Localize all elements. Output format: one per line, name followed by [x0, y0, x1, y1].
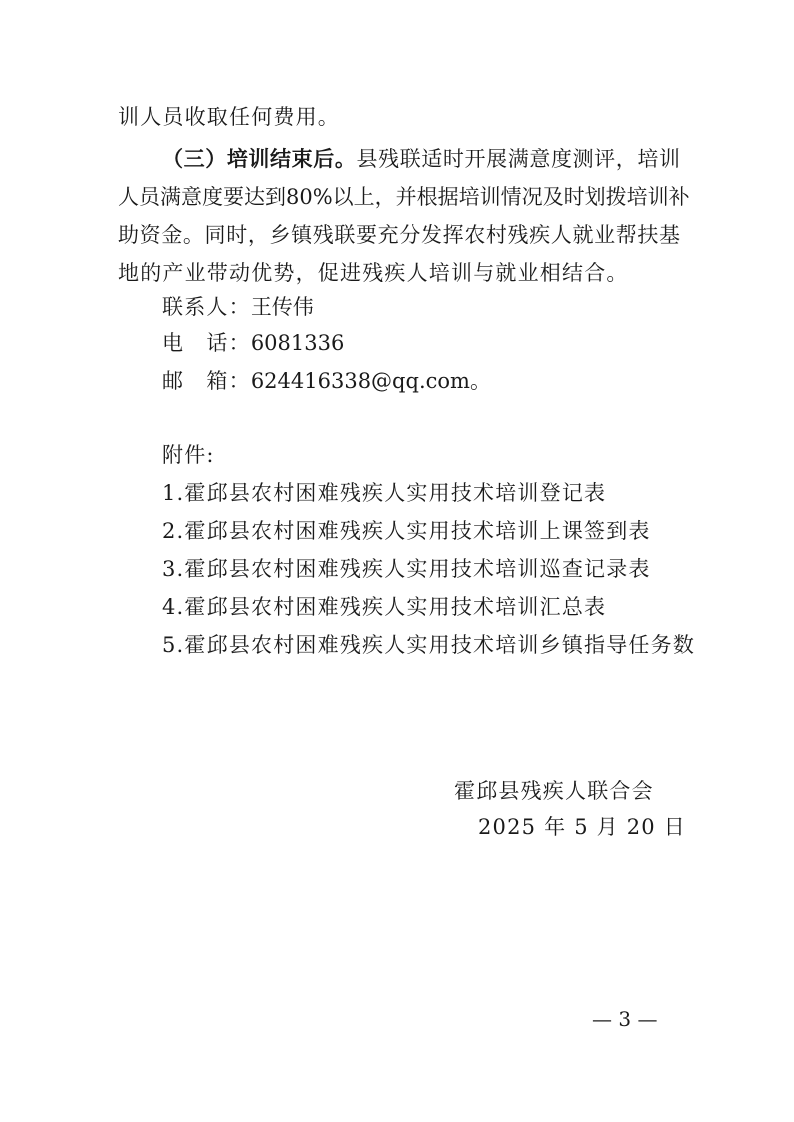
section3-line-4: 地的产业带动优势，促进残疾人培训与就业相结合。: [118, 261, 629, 285]
contact-email-label: 邮 箱：: [162, 369, 251, 393]
section3-line-3: 助资金。同时，乡镇残联要充分发挥农村残疾人就业帮扶基: [118, 223, 680, 247]
contact-email-value: 624416338@qq.com。: [250, 369, 491, 393]
page-number: — 3 —: [592, 1007, 658, 1031]
section3-heading: （三）培训结束后。: [162, 147, 357, 171]
attachment-item-2: 2.霍邱县农村困难残疾人实用技术培训上课签到表: [162, 519, 651, 543]
contact-person-row: [162, 292, 314, 322]
signature-org: 霍邱县残疾人联合会: [454, 779, 654, 803]
contact-person-label: 联系人：: [162, 295, 251, 319]
contact-phone-row: [162, 328, 344, 358]
contact-phone-value: 6081336: [250, 331, 345, 355]
attachment-item-5: 5.霍邱县农村困难残疾人实用技术培训乡镇指导任务数: [162, 633, 696, 657]
attachment-item-3: 3.霍邱县农村困难残疾人实用技术培训巡查记录表: [162, 557, 651, 581]
attachments-title: 附件:: [162, 443, 215, 467]
contact-email-row: [162, 366, 491, 396]
attachment-item-4: 4.霍邱县农村困难残疾人实用技术培训汇总表: [162, 595, 607, 619]
section3-line1-text: 县残联适时开展满意度测评，培训: [356, 147, 681, 171]
contact-person-value: 王传伟: [250, 295, 314, 319]
contact-phone-label: 电 话：: [162, 331, 251, 355]
section3-line-2: 人员满意度要达到80%以上，并根据培训情况及时划拨培训补: [118, 185, 690, 209]
attachment-item-1: 1.霍邱县农村困难残疾人实用技术培训登记表: [162, 481, 607, 505]
paragraph-continued-line: 训人员收取任何费用。: [118, 105, 340, 129]
section3-line-1: [118, 144, 680, 174]
signature-date: 2025 年 5 月 20 日: [478, 815, 686, 839]
